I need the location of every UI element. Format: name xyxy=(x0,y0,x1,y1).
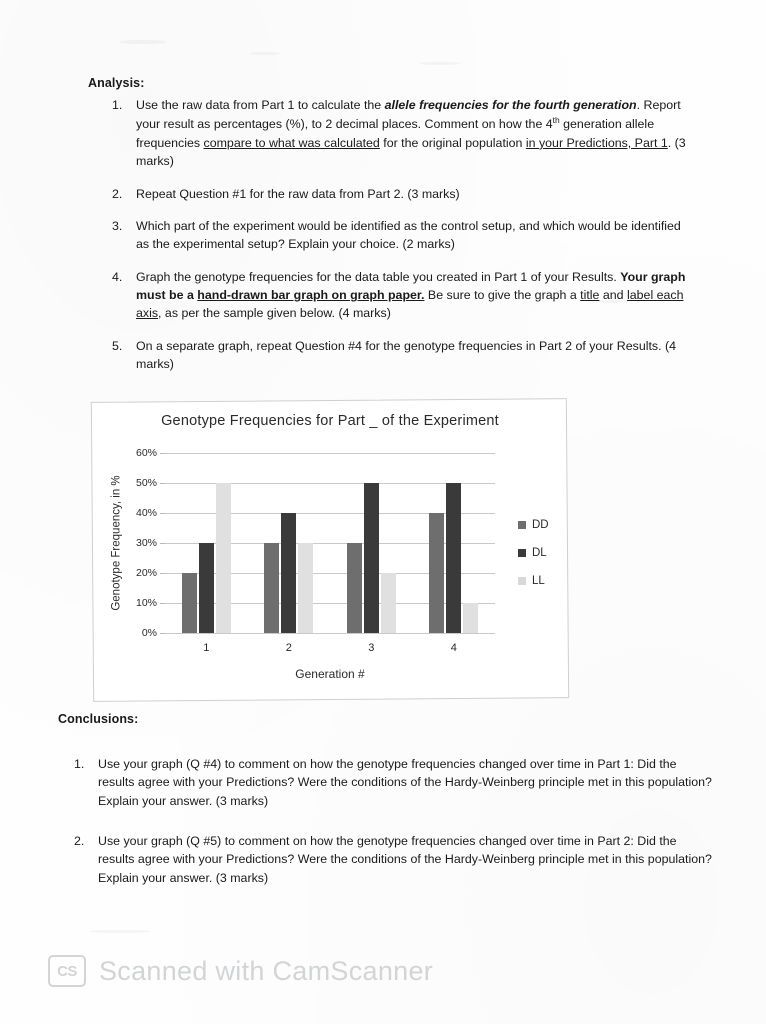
chart-bar-ll xyxy=(216,483,231,633)
conclusion-question-item-text: Use your graph (Q #4) to comment on how the genotype frequencies changed over time in Part 1: Did the results agree with your Predictions? Were the conditions of the Hardy-Weinberg principle met in this population? Explain your answer. (3 marks) xyxy=(98,757,712,808)
analysis-question-item xyxy=(112,337,692,374)
conclusion-question-item-number: 1. xyxy=(74,757,85,771)
chart-legend-item xyxy=(518,547,549,559)
chart-bar-group xyxy=(248,453,331,633)
chart-y-tick-label: 50% xyxy=(135,477,157,489)
conclusion-question-item xyxy=(74,755,714,810)
chart-legend-label: DD xyxy=(532,519,549,531)
chart-legend-label: LL xyxy=(532,575,545,587)
analysis-question-item xyxy=(112,185,692,203)
chart-bar-dl xyxy=(364,483,379,633)
chart-x-tick-label: 1 xyxy=(203,642,210,654)
analysis-question-item-number: 1. xyxy=(112,98,123,112)
chart-y-tickmark xyxy=(160,633,165,634)
chart-y-tick-label: 20% xyxy=(135,567,157,579)
scan-artifact xyxy=(120,40,166,44)
analysis-question-item-number: 3. xyxy=(112,218,123,233)
chart-bar-dd xyxy=(347,543,362,633)
chart-x-tick-label: 4 xyxy=(450,642,457,654)
analysis-question-item-number: 5. xyxy=(112,338,123,353)
chart-legend-item xyxy=(518,575,549,587)
chart-title: Genotype Frequencies for Part _ of the Experiment xyxy=(161,413,499,429)
chart-x-axis-title: Generation # xyxy=(295,667,365,681)
camscanner-label: Scanned with CamScanner xyxy=(99,955,434,986)
analysis-question-item-text: Which part of the experiment would be identified as the control setup, and which would be identified as the experimental setup? Explain your choice. (2 marks) xyxy=(136,218,681,252)
analysis-heading: Analysis: xyxy=(88,76,145,90)
chart-y-tick-label: 0% xyxy=(141,627,157,639)
chart-bar-ll xyxy=(298,543,313,633)
chart-bar-group xyxy=(165,453,248,633)
analysis-question-list xyxy=(112,96,692,387)
analysis-question-item xyxy=(112,96,692,171)
chart-legend-swatch-dl xyxy=(518,549,526,557)
analysis-question-item xyxy=(112,268,692,323)
analysis-question-item xyxy=(112,217,692,254)
analysis-question-item-text: Graph the genotype frequencies for the data table you created in Part 1 of your Results. Your graph must be a hand-drawn bar graph on graph paper. Be sure to give the graph a title and label each axis, as per the sample given below. (4 marks) xyxy=(136,269,686,321)
chart-bar-ll xyxy=(381,573,396,633)
chart-bar-dl xyxy=(281,513,296,633)
conclusion-question-item xyxy=(74,832,714,887)
scan-artifact xyxy=(420,62,460,65)
chart-bar-group xyxy=(330,453,413,633)
camscanner-badge-icon: CS xyxy=(48,955,86,987)
scan-artifact xyxy=(250,52,280,55)
chart-legend xyxy=(518,519,549,603)
chart-gridline xyxy=(165,633,495,634)
conclusions-heading: Conclusions: xyxy=(58,712,139,726)
chart-plot-area xyxy=(135,447,495,654)
conclusions-question-list xyxy=(74,755,714,909)
analysis-question-item-number: 2. xyxy=(112,186,123,201)
chart-x-tick-label: 2 xyxy=(285,642,292,654)
chart-legend-item xyxy=(518,519,549,531)
chart-x-tick-label: 3 xyxy=(368,642,375,654)
analysis-question-item-text: Use the raw data from Part 1 to calculate the allele frequencies for the fourth generation. Report your result as percentages (%), to 2 decimal places. Comment on how the 4th generation allele frequencies compare to what was calculated for the original population in your Predictions, Part 1. (3 marks) xyxy=(136,98,686,169)
conclusion-question-item-number: 2. xyxy=(74,834,85,849)
chart-y-tick-label: 30% xyxy=(135,537,157,549)
chart-bar-group xyxy=(413,453,496,633)
analysis-question-item-number: 4. xyxy=(112,269,123,284)
scan-artifact xyxy=(90,930,150,933)
chart-bar-dd xyxy=(264,543,279,633)
chart-y-tick-label: 40% xyxy=(135,507,157,519)
analysis-question-item-text: On a separate graph, repeat Question #4 for the genotype frequencies in Part 2 of your Results. (4 marks) xyxy=(136,338,677,372)
chart-legend-swatch-dd xyxy=(518,521,526,529)
camscanner-watermark xyxy=(48,955,433,987)
chart-y-tick-label: 60% xyxy=(135,447,157,459)
chart-y-axis-title: Genotype Frequency, in % xyxy=(111,475,123,611)
analysis-question-item-text: Repeat Question #1 for the raw data from Part 2. (3 marks) xyxy=(136,186,460,201)
sample-bar-chart xyxy=(91,398,569,702)
chart-bar-dd xyxy=(429,513,444,633)
conclusion-question-item-text: Use your graph (Q #5) to comment on how the genotype frequencies changed over time in Part 2: Did the results agree with your Predictions? Were the conditions of the Hardy-Weinberg principle met in this population? Explain your answer. (3 marks) xyxy=(98,834,712,885)
chart-y-tick-label: 10% xyxy=(135,597,157,609)
chart-bar-ll xyxy=(463,603,478,633)
chart-legend-label: DL xyxy=(532,547,547,559)
chart-bar-dd xyxy=(182,573,197,633)
chart-legend-swatch-ll xyxy=(518,577,526,585)
chart-bar-dl xyxy=(199,543,214,633)
chart-bar-dl xyxy=(446,483,461,633)
